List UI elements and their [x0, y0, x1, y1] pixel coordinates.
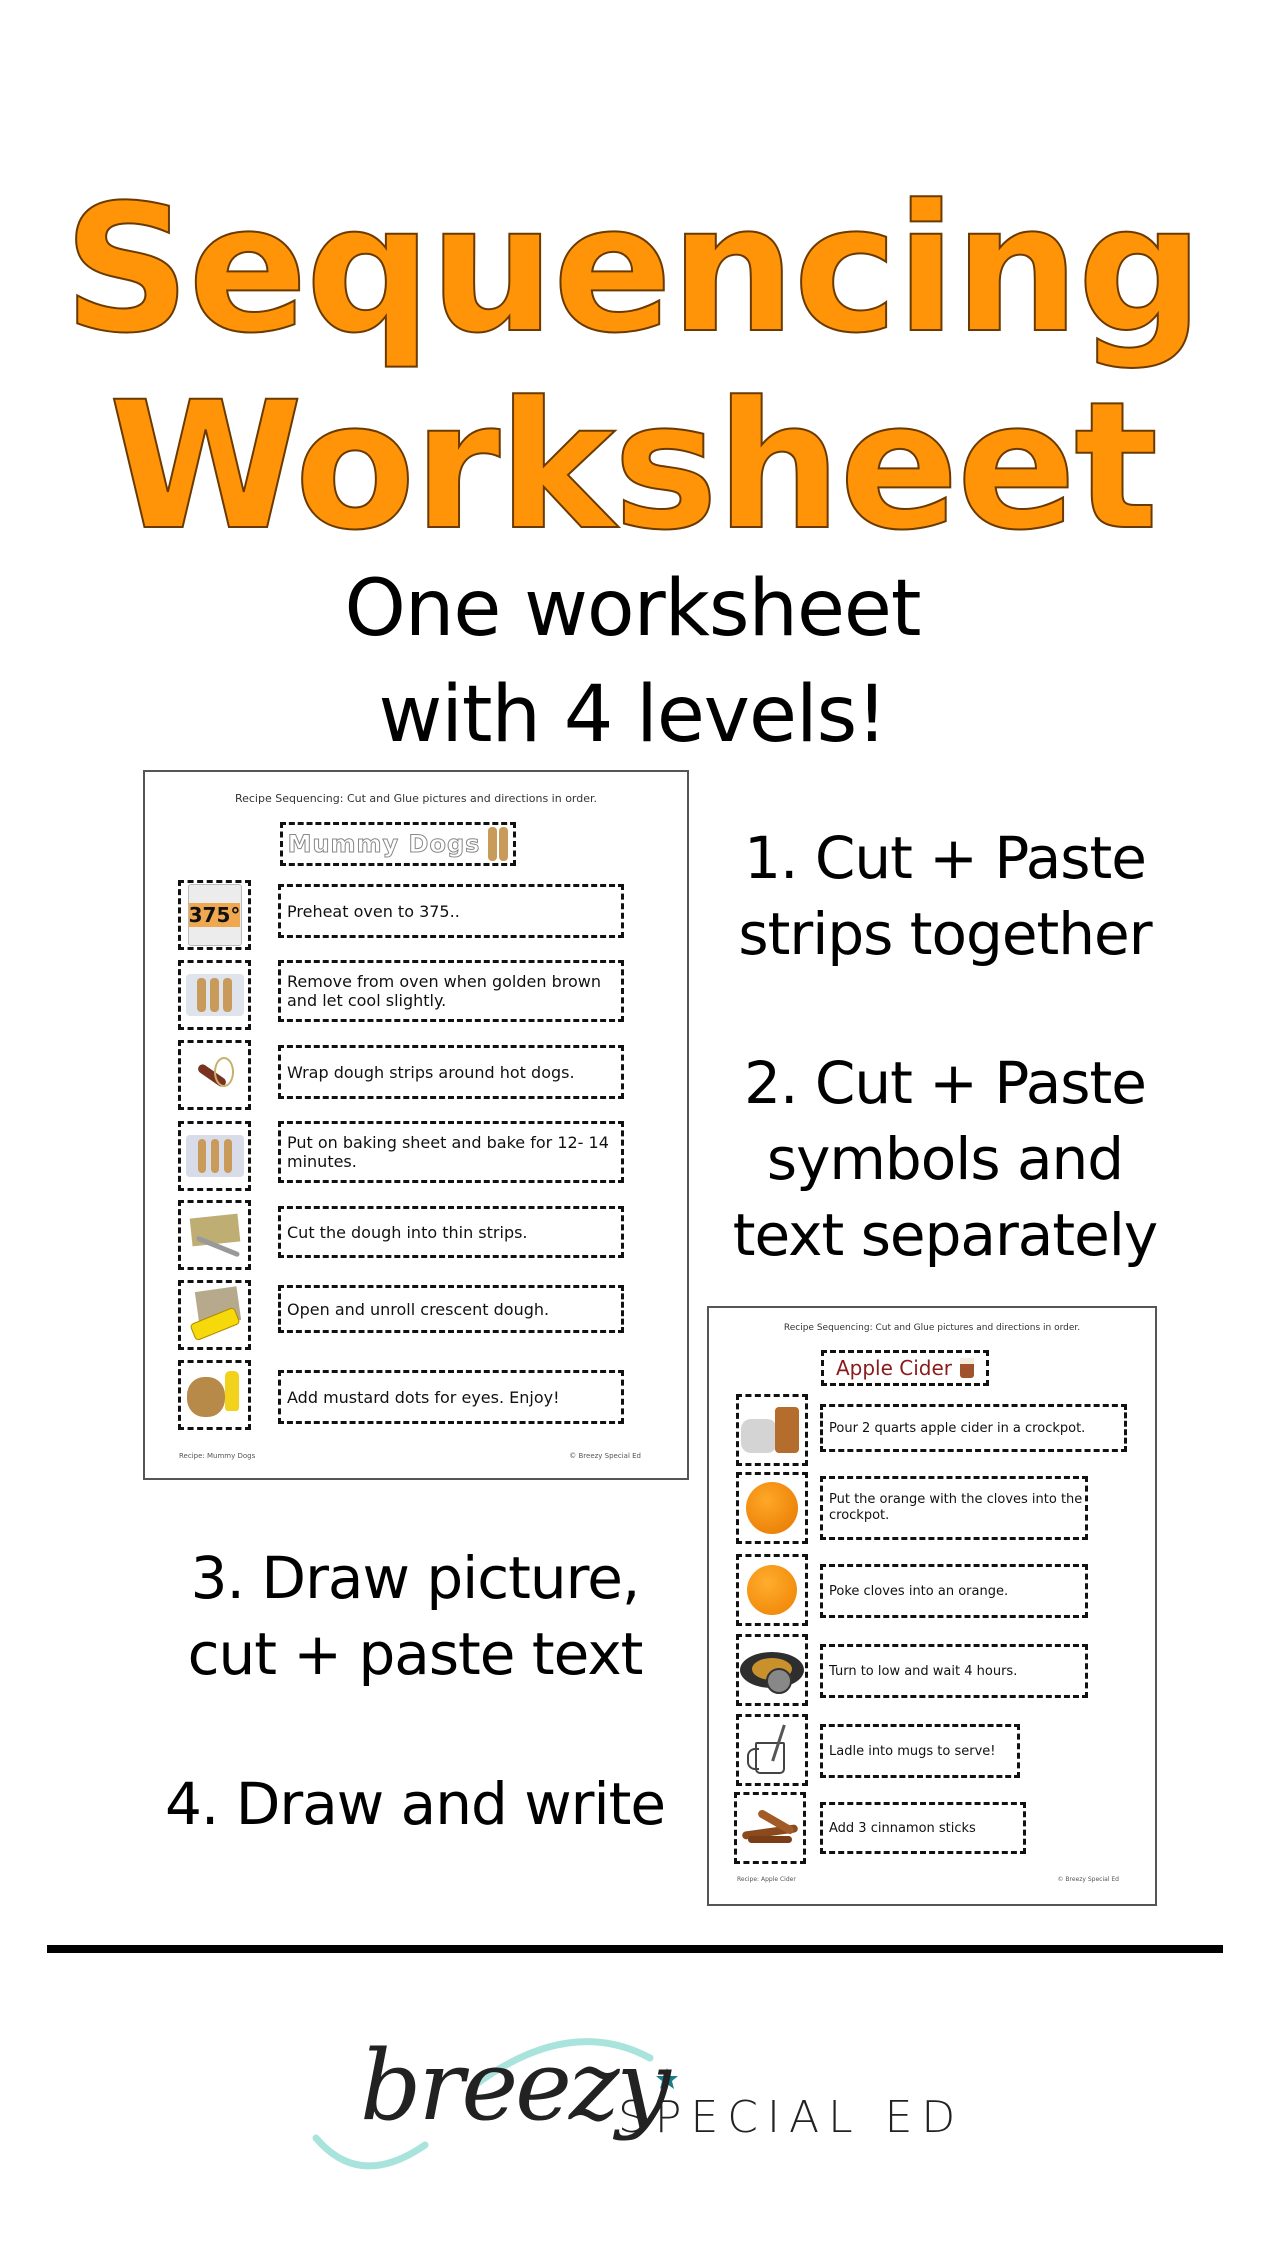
worksheet-mummy-dogs [143, 770, 689, 1480]
level-3-description: 3. Draw picture, cut + paste text [187, 1544, 643, 1688]
step-text-box[interactable] [278, 884, 624, 938]
step-text: Turn to low and wait 4 hours. [829, 1663, 1018, 1679]
oven-375-icon: 375° [188, 884, 242, 946]
recipe-footer: Recipe: Apple Cider [737, 1876, 796, 1883]
baked-mummy-dogs-tray-icon [186, 974, 244, 1016]
step-text-box[interactable] [278, 1206, 624, 1258]
brand-logo [300, 2000, 980, 2200]
mummy-dog-icon [488, 827, 508, 861]
step-image-box [736, 1714, 808, 1786]
step-text: Wrap dough strips around hot dogs. [287, 1062, 575, 1082]
recipe-title-box [280, 822, 516, 866]
step-text: Cut the dough into thin strips. [287, 1222, 528, 1242]
step-image-box [736, 1554, 808, 1626]
step-image-box [178, 960, 251, 1030]
mug-ladle-icon [747, 1724, 797, 1776]
dough-knife-icon [187, 1212, 243, 1258]
title-sequencing: Sequencing [63, 167, 1202, 372]
recipe-title: Mummy Dogs [287, 830, 481, 858]
step-text-box[interactable] [820, 1802, 1026, 1854]
subtitle-line-1: One worksheet [344, 564, 921, 654]
logo-caps-text: SPECIAL ED [618, 2092, 965, 2143]
step-image-box [178, 1200, 251, 1270]
recipe-footer: Recipe: Mummy Dogs [179, 1452, 256, 1460]
step-text: Pour 2 quarts apple cider in a crockpot. [829, 1420, 1086, 1436]
worksheet-instructions: Recipe Sequencing: Cut and Glue pictures and directions in order. [234, 792, 598, 805]
worksheet-apple-cider [707, 1306, 1157, 1906]
mummy-dog-mustard-icon [185, 1365, 245, 1425]
subtitle-line-2: with 4 levels! [378, 670, 887, 760]
step-image-box [736, 1394, 808, 1466]
level-4-description: 4. Draw and write [164, 1770, 666, 1838]
worksheet-instructions: Recipe Sequencing: Cut and Glue pictures and directions in order. [783, 1323, 1081, 1333]
step-image-box [178, 1121, 251, 1191]
step-image-box [734, 1792, 806, 1864]
copyright-footer: © Breezy Special Ed [1057, 1876, 1119, 1883]
recipe-title-box [821, 1350, 989, 1386]
step-text-box[interactable] [278, 1285, 624, 1333]
crescent-dough-can-icon [187, 1287, 243, 1343]
divider [47, 1945, 1223, 1953]
copyright-footer: © Breezy Special Ed [569, 1452, 641, 1460]
step-image-box [178, 1280, 251, 1350]
step-text: Put on baking sheet and bake for 12- 14 minutes. [287, 1133, 609, 1171]
step-text-box[interactable] [820, 1476, 1088, 1540]
step-text-box[interactable] [820, 1404, 1127, 1452]
cider-cup-icon [960, 1358, 974, 1378]
baking-sheet-icon [186, 1135, 244, 1177]
logo-script-text: breezy [360, 2030, 668, 2142]
step-text: Remove from oven when golden brown and let cool slightly. [287, 972, 601, 1010]
step-text: Preheat oven to 375.. [287, 901, 460, 921]
hot-dog-wrap-icon [190, 1055, 240, 1095]
orange-cloves-icon [747, 1565, 797, 1615]
crockpot-dial-icon [740, 1648, 804, 1692]
step-image-box [736, 1472, 808, 1544]
recipe-title: Apple Cider [835, 1356, 953, 1380]
subtitle [0, 556, 1265, 768]
step-text-box[interactable] [278, 1045, 624, 1099]
clove-orange-icon [746, 1482, 798, 1534]
step-image-box [736, 1634, 808, 1706]
step-text: Add 3 cinnamon sticks [829, 1820, 976, 1836]
step-text: Ladle into mugs to serve! [829, 1743, 996, 1759]
step-text-box[interactable] [820, 1564, 1088, 1618]
step-text: Put the orange with the cloves into the crockpot. [829, 1492, 1083, 1523]
step-text-box[interactable] [278, 1121, 624, 1183]
level-1-description: 1. Cut + Paste strips together [738, 824, 1152, 968]
title-worksheet: Worksheet [108, 364, 1157, 569]
level-2-description: 2. Cut + Paste symbols and text separately [732, 1049, 1158, 1269]
step-text-box[interactable] [278, 960, 624, 1022]
step-image-box [178, 880, 251, 950]
step-text: Open and unroll crescent dough. [287, 1299, 550, 1319]
crockpot-cider-jug-icon [741, 1405, 803, 1455]
cinnamon-sticks-icon [740, 1808, 800, 1848]
step-text: Poke cloves into an orange. [829, 1583, 1009, 1599]
step-image-box [178, 1040, 251, 1110]
step-text-box[interactable] [820, 1724, 1020, 1778]
step-image-box [178, 1360, 251, 1430]
step-text-box[interactable] [278, 1370, 624, 1424]
step-text-box[interactable] [820, 1644, 1088, 1698]
step-text: Add mustard dots for eyes. Enjoy! [287, 1387, 560, 1407]
